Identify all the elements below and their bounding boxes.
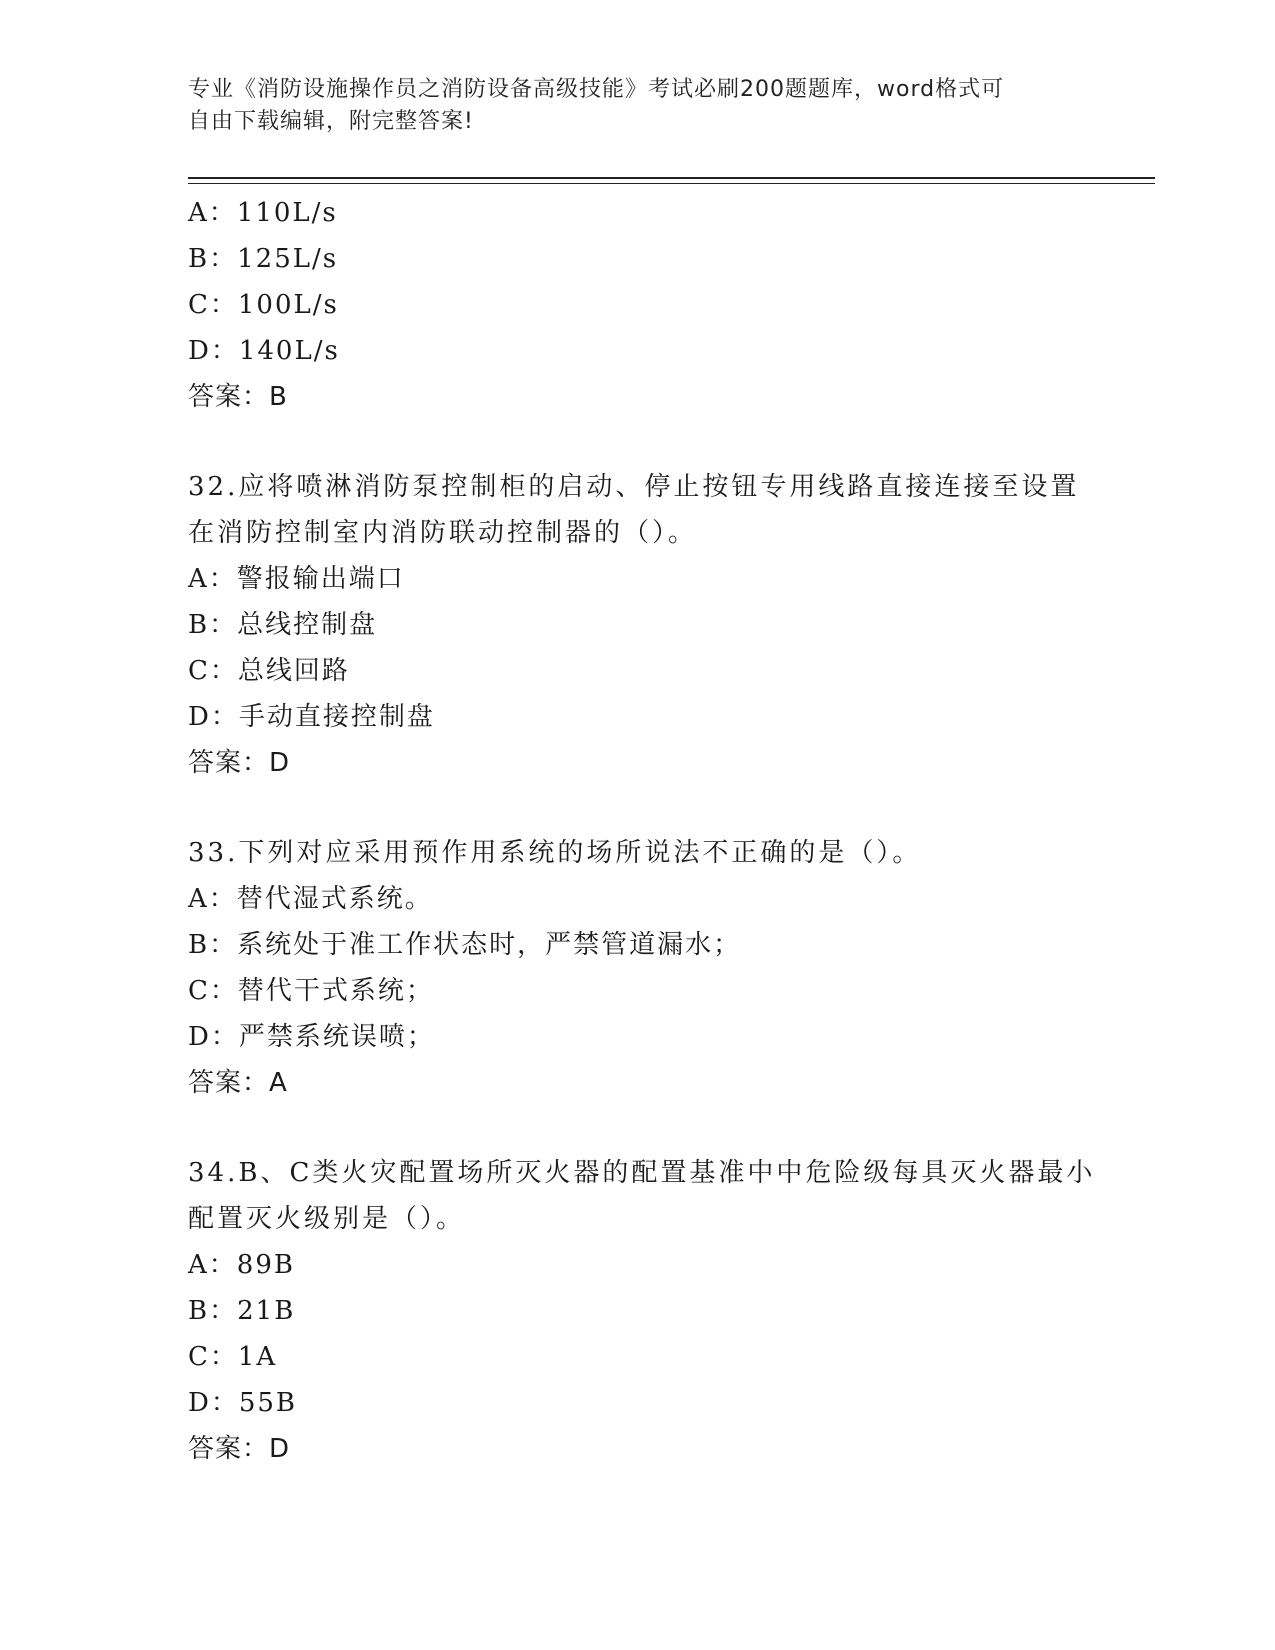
option-c: C：总线回路 xyxy=(188,656,350,686)
option-c: C：替代干式系统； xyxy=(188,976,434,1006)
option-c: C：1A xyxy=(188,1342,278,1372)
option-a: A：替代湿式系统。 xyxy=(188,884,433,914)
question-stem-cont: 配置灭火级别是（）。 xyxy=(188,1204,466,1234)
option-d: D：55B xyxy=(188,1388,298,1418)
question-stem: 34.B、C类火灾配置场所灭火器的配置基准中中危险级每具灭火器最小 xyxy=(188,1158,1096,1188)
option-b: B：系统处于准工作状态时，严禁管道漏水； xyxy=(188,930,742,960)
answer: 答案：B xyxy=(188,382,288,412)
question-34 xyxy=(188,1150,1096,1472)
option-b: B：125L/s xyxy=(188,244,339,274)
option-a: A：110L/s xyxy=(188,198,338,228)
option-d: D：140L/s xyxy=(188,336,340,366)
answer: 答案：A xyxy=(188,1068,288,1098)
question-content xyxy=(188,190,1096,1472)
header-line-2: 自由下载编辑，附完整答案! xyxy=(188,109,474,134)
option-d: D：手动直接控制盘 xyxy=(188,702,435,732)
page-header xyxy=(188,74,1068,138)
question-stem: 33.下列对应采用预作用系统的场所说法不正确的是（）。 xyxy=(188,838,922,868)
question-stem-cont: 在消防控制室内消防联动控制器的（）。 xyxy=(188,518,698,548)
header-line-1: 专业《消防设施操作员之消防设备高级技能》考试必刷200题题库，word格式可 xyxy=(188,77,1005,102)
option-b: B：总线控制盘 xyxy=(188,610,378,640)
header-divider-thin xyxy=(188,183,1155,184)
question-stem: 32.应将喷淋消防泵控制柜的启动、停止按钮专用线路直接连接至设置 xyxy=(188,472,1080,502)
question-31 xyxy=(188,190,1088,420)
option-b: B：21B xyxy=(188,1296,296,1326)
header-divider xyxy=(188,177,1155,179)
answer: 答案：D xyxy=(188,748,291,778)
question-32 xyxy=(188,464,1088,786)
option-a: A：警报输出端口 xyxy=(188,564,405,594)
question-33 xyxy=(188,830,1088,1106)
option-c: C：100L/s xyxy=(188,290,339,320)
answer: 答案：D xyxy=(188,1434,291,1464)
option-d: D：严禁系统误喷； xyxy=(188,1022,435,1052)
option-a: A：89B xyxy=(188,1250,295,1280)
